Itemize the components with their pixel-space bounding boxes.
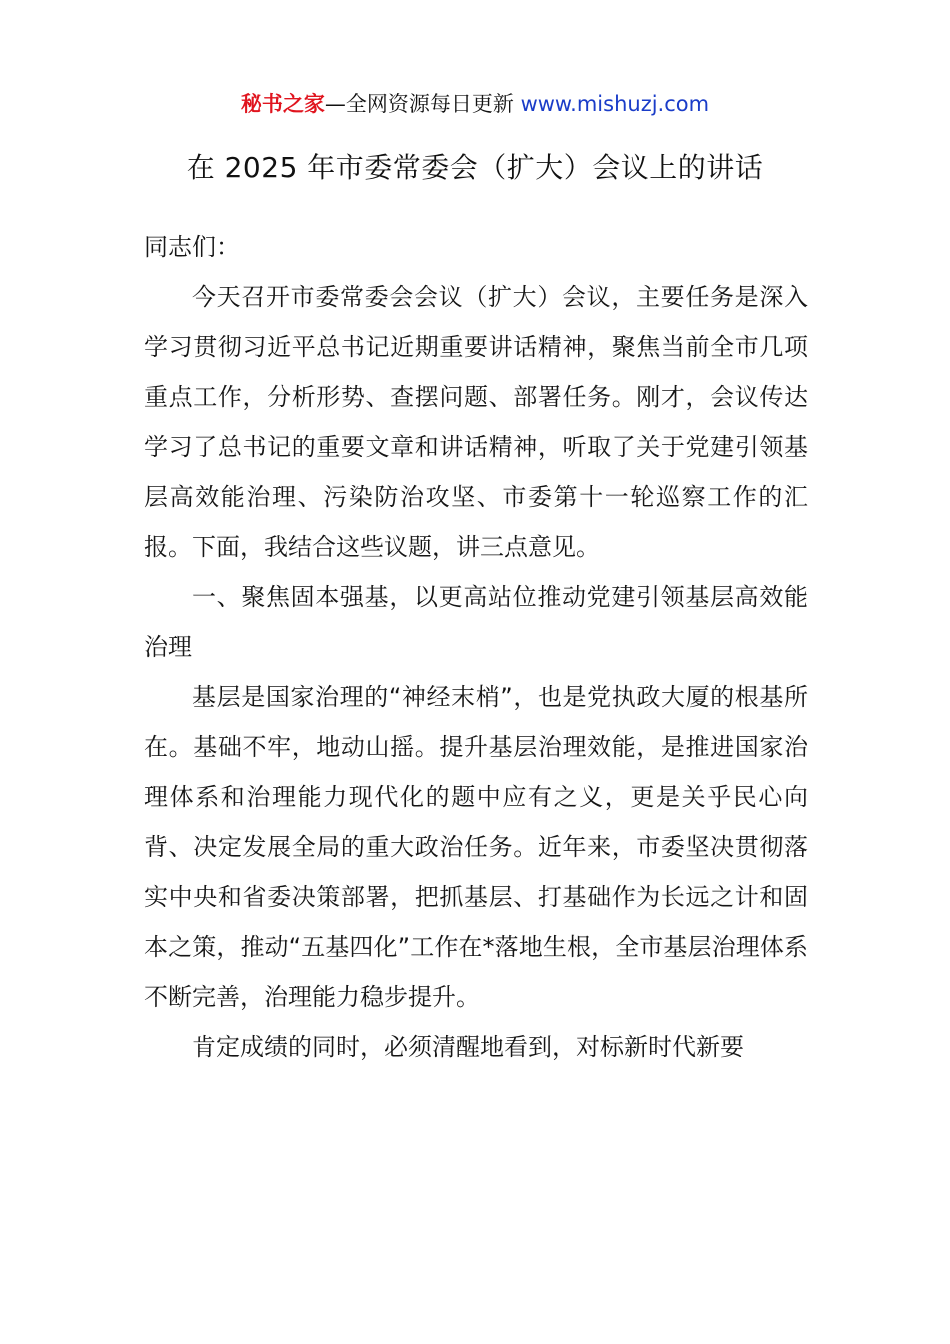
paragraph-intro: 今天召开市委常委会会议（扩大）会议，主要任务是深入学习贯彻习近平总书记近期重要讲话精神，聚焦当前全市几项重点工作，分析形势、查摆问题、部署任务。刚才，会议传达学习了总书记的重要文章和讲话精神，听取了关于党建引领基层高效能治理、污染防治攻坚、市委第十一轮巡察工作的汇报。下面，我结合这些议题，讲三点意见。	[144, 283, 808, 561]
document-title: 在 2025 年市委常委会（扩大）会议上的讲话	[186, 151, 764, 184]
site-header	[0, 88, 950, 120]
section-heading-1: 一、聚焦固本强基，以更高站位推动党建引领基层高效能治理	[144, 583, 808, 661]
document-body	[144, 222, 808, 1072]
site-url-link[interactable]: www.mishuzj.com	[520, 92, 710, 116]
paragraph-continuation: 肯定成绩的同时，必须清醒地看到，对标新时代新要	[192, 1033, 744, 1061]
header-tagline: —全网资源每日更新	[324, 92, 521, 116]
brand-name: 秘书之家	[240, 92, 325, 116]
paragraph-grassroots: 基层是国家治理的“神经末梢”，也是党执政大厦的根基所在。基础不牢，地动山摇。提升基层治理效能，是推进国家治理体系和治理能力现代化的题中应有之义，更是关乎民心向背、决定发展全局的重大政治任务。近年来，市委坚决贯彻落实中央和省委决策部署，把抓基层、打基础作为长远之计和固本之策，推动“五基四化”工作在*落地生根，全市基层治理体系不断完善，治理能力稳步提升。	[144, 683, 808, 1011]
salutation: 同志们：	[144, 233, 240, 261]
